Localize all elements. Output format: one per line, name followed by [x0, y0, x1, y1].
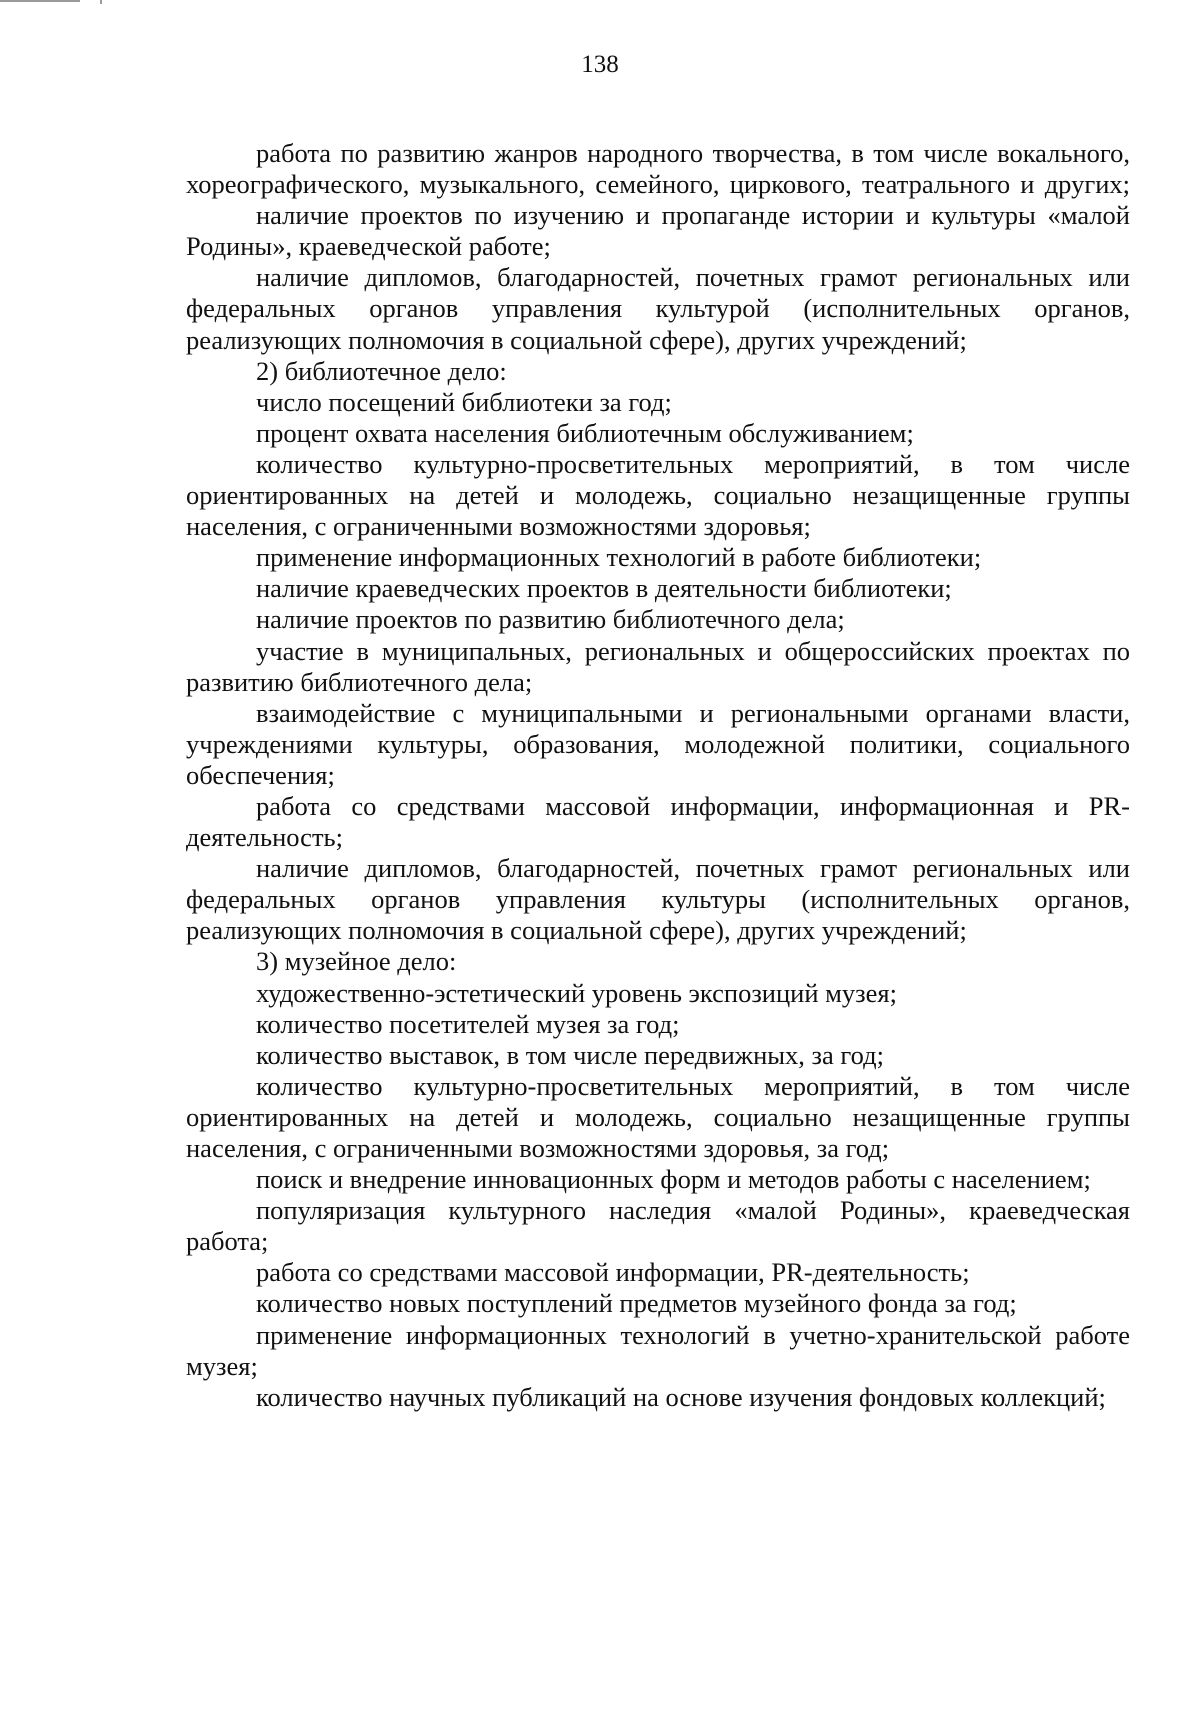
- paragraph: количество выставок, в том числе передвижных, за год;: [256, 1039, 884, 1070]
- scan-edge-mark: [100, 0, 102, 4]
- paragraph: участие в муниципальных, региональных и общероссийских проектах по развитию библиотечного дела;: [186, 635, 1130, 697]
- paragraph: работа по развитию жанров народного творчества, в том числе вокального, хореографического, музыкального, семейного, циркового, театрального и других;: [186, 138, 1130, 200]
- paragraph: работа со средствами массовой информации, информационная и PR-деятельность;: [186, 790, 1130, 853]
- paragraph: наличие проектов по изучению и пропаганде истории и культуры «малой Родины», краеведческой работе;: [186, 200, 1130, 262]
- paragraph: работа со средствами массовой информации, PR-деятельность;: [256, 1257, 970, 1288]
- paragraph: применение информационных технологий в учетно-хранительской работе музея;: [186, 1319, 1130, 1381]
- paragraph: наличие краеведческих проектов в деятельности библиотеки;: [256, 573, 952, 604]
- paragraph: поиск и внедрение инновационных форм и методов работы с населением;: [256, 1164, 1091, 1195]
- document-body: [186, 138, 1130, 1413]
- paragraph: наличие проектов по развитию библиотечного дела;: [256, 604, 845, 635]
- paragraph: взаимодействие с муниципальными и региональными органами власти, учреждениями культуры, образования, молодежной политики, социального обеспечения;: [186, 697, 1130, 790]
- paragraph: применение информационных технологий в работе библиотеки;: [256, 542, 982, 573]
- paragraph: наличие дипломов, благодарностей, почетных грамот региональных или федеральных органов управления культуры (исполнительных органов, реализующих полномочия в социальной сфере), других учреждений;: [186, 853, 1130, 946]
- paragraph: количество посетителей музея за год;: [256, 1008, 680, 1039]
- paragraph: наличие дипломов, благодарностей, почетных грамот региональных или федеральных органов управления культурой (исполнительных органов, реализующих полномочия в социальной сфере), других учреждений;: [186, 262, 1130, 355]
- paragraph: число посещений библиотеки за год;: [256, 386, 672, 417]
- paragraph: количество научных публикаций на основе изучения фондовых коллекций;: [256, 1381, 1106, 1412]
- paragraph: художественно-эстетический уровень экспозиций музея;: [256, 977, 897, 1008]
- paragraph: количество новых поступлений предметов музейного фонда за год;: [256, 1288, 1017, 1319]
- paragraph: количество культурно-просветительных мероприятий, в том числе ориентированных на детей и молодежь, социально незащищенные группы населения, с ограниченными возможностями здоровья;: [186, 448, 1130, 542]
- section-heading: 3) музейное дело:: [256, 946, 457, 977]
- paragraph: количество культурно-просветительных мероприятий, в том числе ориентированных на детей и молодежь, социально незащищенные группы населения, с ограниченными возможностями здоровья, за год;: [186, 1070, 1130, 1163]
- section-heading: 2) библиотечное дело:: [256, 355, 507, 386]
- scan-edge-mark: [0, 0, 80, 2]
- page-number: 138: [581, 51, 619, 78]
- paragraph: популяризация культурного наследия «малой Родины», краеведческая работа;: [186, 1195, 1130, 1257]
- paragraph: процент охвата населения библиотечным обслуживанием;: [256, 417, 914, 448]
